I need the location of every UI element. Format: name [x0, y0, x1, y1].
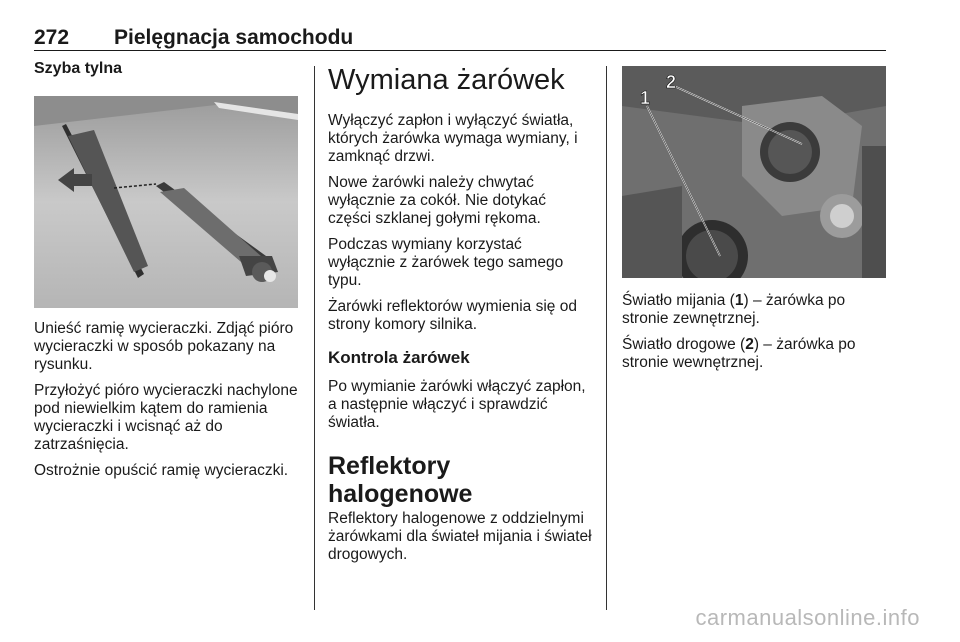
paragraph-lift-arm: Unieść ramię wycieraczki. Zdjąć pióro wycieraczki w sposób pokazany na rysunku.: [34, 320, 294, 373]
watermark: carmanualsonline.info: [695, 605, 920, 630]
paragraph-lower-arm: Ostrożnie opuścić ramię wycieraczki.: [34, 462, 289, 479]
paragraph-bulb-check: Po wymianie żarówki włączyć zapłon, a następnie włączyć i sprawdzić światła.: [328, 378, 586, 431]
paragraph-same-type: Podczas wymiany korzystać wyłącznie z żarówek tego samego typu.: [328, 236, 564, 289]
page-number: 272: [34, 26, 70, 49]
column-divider-right: [606, 66, 607, 610]
paragraph-attach-blade: Przyłożyć pióro wycieraczki nachylone pod niewielkim kątem do ramienia wycieraczki i wcisnąć aż do zatrzaśnięcia.: [34, 382, 298, 453]
wiper-blade-illustration: [34, 96, 298, 308]
caption-high-beam: Światło drogowe (2) – żarówka po stronie wewnętrznej.: [622, 336, 856, 371]
page-header: [34, 26, 886, 51]
section-heading-halogen: Reflektory halogenowe: [328, 452, 473, 508]
subheading-bulb-check: Kontrola żarówek: [328, 348, 470, 367]
headlamp-engine-bay-illustration: [622, 66, 886, 278]
paragraph-handle-bulbs: Nowe żarówki należy chwytać wyłącznie za cokół. Nie dotykać części szklanej gołymi rękoma.: [328, 174, 546, 227]
paragraph-engine-bay: Żarówki reflektorów wymienia się od strony komory silnika.: [328, 298, 577, 333]
paragraph-switch-off: Wyłączyć zapłon i wyłączyć światła, których żarówka wymaga wymiany, i zamknąć drzwi.: [328, 112, 578, 165]
callout-1-label: 1: [640, 88, 651, 108]
section-heading-rear-window: Szyba tylna: [34, 60, 123, 77]
column-divider-left: [314, 66, 315, 610]
column-headlamp-figure: [622, 66, 886, 380]
caption-low-beam: Światło mijania (1) – żarówka po stronie zewnętrznej.: [622, 292, 846, 327]
chapter-title: Pielęgnacja samochodu: [114, 26, 354, 49]
column-rear-window: [34, 60, 302, 488]
paragraph-halogen: Reflektory halogenowe z oddzielnymi żarówkami dla świateł mijania i świateł drogowych.: [328, 510, 592, 563]
column-bulb-replacement: [328, 64, 592, 572]
section-heading-bulb-replacement: Wymiana żarówek: [328, 64, 565, 96]
callout-2-label: 2: [666, 72, 677, 92]
